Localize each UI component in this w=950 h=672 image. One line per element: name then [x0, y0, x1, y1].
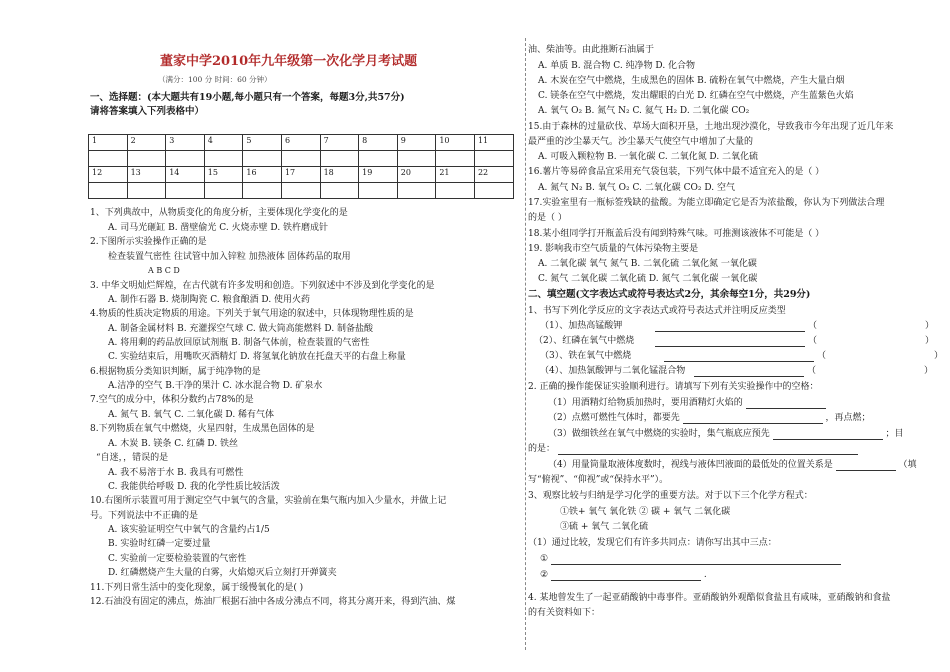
equation-label: （2）、红磷在氧气中燃烧: [534, 336, 635, 346]
reaction-type-paren: （ ）: [807, 321, 934, 331]
fill-text: （1）用酒精灯给物质加热时，要用酒精灯火焰的: [548, 398, 743, 408]
equation-label: （3）、铁在氧气中燃烧: [540, 351, 632, 361]
answer-cell[interactable]: 22: [474, 167, 513, 183]
fill-text: ，再点燃；: [825, 413, 871, 423]
question-line: D. 红磷燃烧产生大量的白雾，火焰熄灭后立刻打开弹簧夹: [108, 568, 337, 578]
question-line: C. 我能供给呼吸 D. 我的化学性质比较活泼: [108, 482, 280, 492]
question-line: C. 实验前一定要检验装置的气密性: [108, 554, 247, 564]
question-line: A. 木炭在空气中燃烧，生成黑色的固体 B. 硫粉在氧气中燃烧，产生大量白烟: [538, 76, 845, 86]
fill-text: ②: [540, 570, 549, 580]
question-line: 油、柴油等。由此推断石油属于: [528, 45, 655, 55]
answer-cell[interactable]: 15: [204, 167, 243, 183]
question-line: 1、下列典故中，从物质变化的角度分析，主要体现化学变化的是: [90, 208, 348, 218]
fill-text: ；目: [885, 429, 904, 439]
equation-line: ①铁+ 氧气 氧化铁 ② 碳 + 氧气 二氧化碳: [560, 507, 731, 517]
question-line: A. 制备金属材料 B. 充灌探空气球 C. 做大筒高能燃料 D. 制备盐酸: [108, 324, 374, 334]
question-line: A. 该实验证明空气中氧气的含量约占1/5: [108, 525, 270, 535]
question-line: 17.实验室里有一瓶标签残缺的盐酸。为能立即确定它是否为浓盐酸，你认为下列做法合理: [528, 198, 885, 208]
column-divider: [525, 38, 526, 650]
answer-cell[interactable]: 19: [359, 167, 398, 183]
fill-text: 的是：: [528, 444, 556, 454]
question-line: 10.右图所示装置可用于测定空气中氧气的含量，实验前在集气瓶内加入少量水，并做上记: [90, 496, 447, 506]
answer-blank[interactable]: [694, 367, 804, 377]
question-line: B. 实验时红磷一定要过量: [108, 539, 211, 549]
fill-line: [540, 569, 707, 581]
question-line: 3、观察比较与归纳是学习化学的重要方法。对于以下三个化学方程式：: [528, 491, 813, 501]
answer-cell[interactable]: 12: [89, 167, 128, 183]
question-line: A. 木炭 B. 镁条 C. 红磷 D. 铁丝: [108, 439, 239, 449]
answer-cell[interactable]: 16: [243, 167, 282, 183]
equation-item: [540, 320, 934, 332]
question-line: 4. 某地曾发生了一起亚硝酸钠中毒事件。亚硝酸钠外观酷似食盐且有咸味，亚硝酸钠和食盐: [528, 593, 891, 603]
answer-cell[interactable]: 10: [436, 135, 475, 151]
question-line: 15.由于森林的过量砍伐、草场大面积开垦，土地出现沙漠化，导致我市今年出现了近几年来: [528, 122, 894, 132]
answer-cell[interactable]: 2: [127, 135, 166, 151]
question-line: A. 可吸入颗粒物 B. 一氧化碳 C. 二氧化氮 D. 二氧化硫: [538, 152, 759, 162]
fill-line: [548, 459, 917, 471]
fill-line: [528, 443, 858, 455]
question-line: 4.物质的性质决定物质的用途。下列关于氧气用途的叙述中，只体现物理性质的是: [90, 309, 414, 319]
question-line: A.洁净的空气 B.干净的果汁 C. 冰水混合物 D. 矿泉水: [108, 381, 323, 391]
answer-cell[interactable]: 14: [166, 167, 205, 183]
fill-line: [540, 553, 841, 565]
section2-heading: 二、填空题(文字表达式或符号表达式2分，其余每空1分，共29分): [528, 289, 811, 300]
question-line: A. 氧气 O₂ B. 氮气 N₂ C. 氦气 H₂ D. 二氧化碳 CO₂: [538, 106, 750, 116]
answer-cell[interactable]: 4: [204, 135, 243, 151]
question-line: A. 制作石器 B. 烧制陶瓷 C. 粮食酿酒 D. 使用火药: [108, 295, 311, 305]
answer-cell[interactable]: 9: [397, 135, 436, 151]
exam-subtitle: （满分：100 分 时间：60 分钟）: [158, 75, 272, 84]
answer-cell[interactable]: 6: [281, 135, 320, 151]
fill-text: ①: [540, 554, 549, 564]
answer-blank[interactable]: [551, 571, 701, 581]
question-line: A. 氮气 N₂ B. 氧气 O₂ C. 二氧化碳 CO₂ D. 空气: [538, 183, 735, 193]
exam-title: 董家中学2010年九年级第一次化学月考试题: [160, 54, 418, 69]
question-line: C. 氮气 二氧化碳 二氧化硫 D. 氮气 二氧化碳 一氧化碳: [538, 274, 758, 284]
answer-blank[interactable]: [683, 414, 823, 424]
question-line: 11.下列日常生活中的变化现象，属于缓慢氧化的是( ): [90, 583, 304, 593]
question-line: A B C D: [148, 266, 180, 275]
reaction-type-paren: （ ）: [806, 366, 933, 376]
fill-text: （4）用量筒量取液体度数时，视线与液体凹液面的最低处的位置关系是: [548, 460, 833, 470]
question-line: 18.某小组同学打开瓶盖后没有闻到特殊气味。可推测该液体不可能是（ ）: [528, 229, 825, 239]
reaction-type-paren: （ ）: [816, 351, 943, 361]
question-line: 写“俯视”、“仰视”或“保持水平”）。: [528, 475, 669, 485]
answer-cell[interactable]: 18: [320, 167, 359, 183]
answer-cell[interactable]: 20: [397, 167, 436, 183]
question-line: A. 氮气 B. 氧气 C. 二氧化碳 D. 稀有气体: [108, 410, 275, 420]
fill-line: [548, 397, 826, 409]
question-line: A. 我不易溶于水 B. 我具有可燃性: [108, 468, 244, 478]
fill-line: [548, 412, 871, 424]
answer-table-row-1: [89, 135, 514, 151]
question-line: 8.下列物质在氧气中燃烧，火星四射，生成黑色固体的是: [90, 424, 315, 434]
answer-cell[interactable]: 17: [281, 167, 320, 183]
equation-item: [540, 365, 933, 377]
question-line: 1、书写下列化学反应的文字表达式或符号表达式并注明反应类型: [528, 306, 786, 316]
fill-text: （填: [898, 460, 917, 470]
section1-instruction: 请将答案填入下列表格中）: [90, 106, 205, 117]
question-line: C. 实验结束后，用嘴吹灭酒精灯 D. 将氢氧化钠放在托盘天平的右盘上称量: [108, 352, 406, 362]
question-line: 7.空气的成分中，体积分数约占78%的是: [90, 395, 254, 405]
question-line: A. 司马光砸缸 B. 凿壁偷光 C. 火烧赤壁 D. 铁杵磨成针: [108, 223, 329, 233]
answer-cell[interactable]: 5: [243, 135, 282, 151]
fill-text: （2）点燃可燃性气体时，都要先: [548, 413, 680, 423]
question-line: A. 二氧化碳 氧气 氮气 B. 二氧化硫 二氧化氮 一氧化碳: [538, 259, 757, 269]
question-line: 2. 正确的操作能保证实验顺利进行。请填写下列有关实验操作中的空格：: [528, 382, 819, 392]
question-line: “自迷，，错误的是: [96, 453, 169, 463]
answer-cell[interactable]: 21: [436, 167, 475, 183]
question-line: 号。下列说法中不正确的是: [90, 511, 199, 521]
question-line: 19. 影响我市空气质量的气体污染物主要是: [528, 244, 699, 254]
equation-item: [534, 335, 934, 347]
equation-line: ③硫 + 氧气 二氧化硫: [560, 522, 649, 532]
fill-text: .: [703, 570, 707, 580]
section1-heading: 一、选择题：(本大题共有19小题,每小题只有一个答案，每题3分,共57分): [90, 92, 405, 103]
answer-blank[interactable]: [664, 352, 814, 362]
answer-cell[interactable]: 3: [166, 135, 205, 151]
question-line: 的是（ ）: [528, 213, 567, 223]
question-line: （1）通过比较，发现它们有许多共同点：请你写出其中三点：: [528, 538, 777, 548]
answer-cell[interactable]: 1: [89, 135, 128, 151]
answer-blank[interactable]: [551, 555, 841, 565]
answer-cell[interactable]: 13: [127, 167, 166, 183]
question-line: 6.根据物质分类知识判断，属于纯净物的是: [90, 367, 261, 377]
question-line: 12.石油没有固定的沸点，炼油厂根据石油中各成分沸点不同，将其分离开来，得到汽油、煤: [90, 597, 456, 607]
answer-blank[interactable]: [746, 399, 826, 409]
answer-blank[interactable]: [836, 461, 896, 471]
question-line: 最严重的沙尘暴天气。沙尘暴天气使空气中增加了大量的: [528, 137, 754, 147]
fill-line: [548, 428, 904, 440]
equation-item: [540, 350, 943, 362]
answer-cell[interactable]: 11: [474, 135, 513, 151]
answer-table-row-2: [89, 167, 514, 183]
answer-table: [88, 134, 514, 199]
question-line: A. 单质 B. 混合物 C. 纯净物 D. 化合物: [538, 61, 696, 71]
question-line: A. 将用剩的药品放回原试剂瓶 B. 制备气体前，检查装置的气密性: [108, 338, 370, 348]
reaction-type-paren: （ ）: [807, 336, 934, 346]
answer-cell[interactable]: 8: [359, 135, 398, 151]
equation-label: （4）、加热氯酸钾与二氧化锰混合物: [540, 366, 686, 376]
answer-blank[interactable]: [655, 322, 805, 332]
answer-blank[interactable]: [655, 337, 805, 347]
answer-blank[interactable]: [773, 430, 883, 440]
question-line: 2.下图所示实验操作正确的是: [90, 237, 207, 247]
answer-blank[interactable]: [558, 445, 858, 455]
question-line: 3. 中华文明灿烂辉煌，在古代就有许多发明和创造。下列叙述中不涉及到化学变化的是: [90, 281, 435, 291]
question-line: C. 镁条在空气中燃烧，发出耀眼的白光 D. 红磷在空气中燃烧，产生蓝紫色火焰: [538, 91, 854, 101]
fill-text: （3）做细铁丝在氧气中燃烧的实验时，集气瓶底应预先: [548, 429, 770, 439]
answer-cell[interactable]: 7: [320, 135, 359, 151]
equation-label: （1）、加热高锰酸钾: [540, 321, 623, 331]
question-line: 16.薯片等易碎食品宜采用充气袋包装，下列气体中最不适宜充入的是（ ）: [528, 167, 825, 177]
question-line: 检查装置气密性 往试管中加入锌粒 加热液体 固体药品的取用: [108, 252, 351, 262]
question-line: 的有关资料如下：: [528, 608, 601, 618]
